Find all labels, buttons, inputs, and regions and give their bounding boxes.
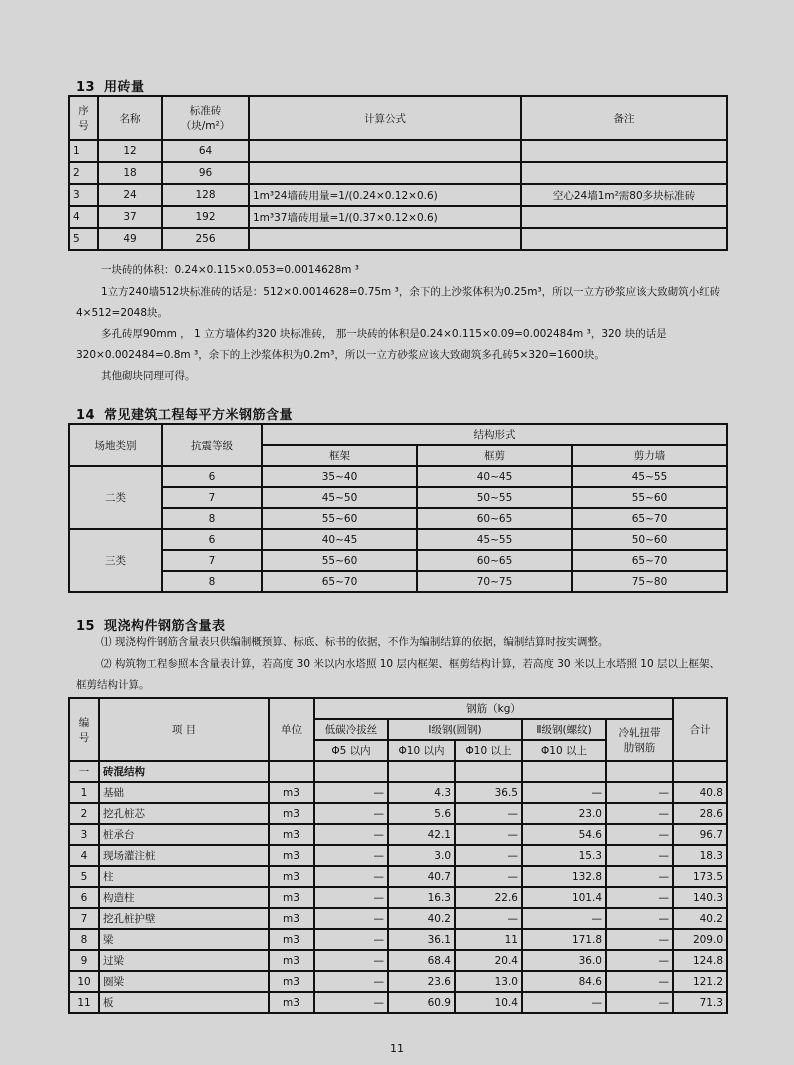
value-cell: — — [522, 992, 606, 1013]
site-class-cell: 三类 — [69, 529, 162, 592]
item-cell: 圈梁 — [99, 971, 269, 992]
item-cell: 柱 — [99, 866, 269, 887]
rebar-range-cell: 40~45 — [417, 466, 572, 487]
value-cell: — — [606, 929, 673, 950]
unit-cell: m3 — [269, 992, 314, 1013]
header-frame: 框架 — [262, 445, 417, 466]
header-unit: 单位 — [269, 698, 314, 761]
table-row — [69, 866, 727, 887]
value-cell: 36.5 — [455, 782, 522, 803]
no-cell: 1 — [69, 782, 99, 803]
value-cell: — — [606, 887, 673, 908]
header-rebar: 钢筋（kg） — [314, 698, 673, 719]
rebar-range-cell: 75~80 — [572, 571, 727, 592]
no-cell: 8 — [69, 929, 99, 950]
header-structure-form: 结构形式 — [262, 424, 727, 445]
rebar-range-cell: 55~60 — [262, 550, 417, 571]
category-row — [69, 761, 727, 782]
seq-cell: 2 — [69, 162, 98, 184]
value-cell: — — [314, 971, 388, 992]
rebar-range-cell: 40~45 — [262, 529, 417, 550]
item-cell: 现场灌注桩 — [99, 845, 269, 866]
table-row — [69, 824, 727, 845]
section-14-title: 14 常见建筑工程每平方米钢筋含量 — [76, 408, 294, 423]
cast-in-place-rebar-table — [68, 697, 728, 1014]
value-cell: 40.2 — [388, 908, 455, 929]
value-cell: — — [606, 824, 673, 845]
value-cell: — — [606, 971, 673, 992]
note-cell — [521, 140, 727, 162]
no-cell: 5 — [69, 866, 99, 887]
formula-cell — [249, 140, 521, 162]
table-row — [69, 803, 727, 824]
value-cell: 71.3 — [673, 992, 727, 1013]
no-cell: 7 — [69, 908, 99, 929]
section-15-title: 15 现浇构件钢筋含量表 — [76, 619, 226, 634]
table-row — [69, 782, 727, 803]
category-name: 砖混结构 — [99, 761, 269, 782]
value-cell: 209.0 — [673, 929, 727, 950]
value-cell: 11 — [455, 929, 522, 950]
std-brick-cell: 256 — [162, 228, 249, 250]
table-row — [69, 140, 727, 162]
seismic-level-cell: 7 — [162, 487, 262, 508]
no-cell: 9 — [69, 950, 99, 971]
name-cell: 18 — [98, 162, 162, 184]
std-brick-cell: 192 — [162, 206, 249, 228]
unit-cell: m3 — [269, 929, 314, 950]
item-cell: 构造柱 — [99, 887, 269, 908]
value-cell: 42.1 — [388, 824, 455, 845]
seismic-level-cell: 6 — [162, 466, 262, 487]
table-row — [69, 550, 727, 571]
value-cell: — — [314, 908, 388, 929]
rebar-range-cell: 45~50 — [262, 487, 417, 508]
std-brick-cell: 64 — [162, 140, 249, 162]
rebar-range-cell: 60~65 — [417, 508, 572, 529]
value-cell: — — [606, 866, 673, 887]
table-row — [69, 908, 727, 929]
rebar-per-sqm-table — [68, 423, 728, 593]
no-cell: 6 — [69, 887, 99, 908]
no-cell: 4 — [69, 845, 99, 866]
table-row — [69, 487, 727, 508]
table-row — [69, 929, 727, 950]
value-cell: — — [606, 992, 673, 1013]
unit-cell: m3 — [269, 824, 314, 845]
value-cell: — — [606, 908, 673, 929]
rebar-range-cell: 55~60 — [262, 508, 417, 529]
no-cell: 3 — [69, 824, 99, 845]
value-cell: 28.6 — [673, 803, 727, 824]
value-cell: 4.3 — [388, 782, 455, 803]
formula-cell: 1m³24墙砖用量=1/(0.24×0.12×0.6) — [249, 184, 521, 206]
note-cell — [521, 206, 727, 228]
header-formula: 计算公式 — [249, 96, 521, 140]
header-note: 备注 — [521, 96, 727, 140]
item-cell: 板 — [99, 992, 269, 1013]
section-13-title: 13 用砖量 — [76, 80, 145, 95]
value-cell: 40.8 — [673, 782, 727, 803]
seismic-level-cell: 6 — [162, 529, 262, 550]
header-low-carbon: 低碳冷拔丝 — [314, 719, 388, 740]
header-total: 合计 — [673, 698, 727, 761]
name-cell: 37 — [98, 206, 162, 228]
brick-usage-table — [68, 95, 728, 251]
seismic-level-cell: 7 — [162, 550, 262, 571]
header-d5-within: Φ5 以内 — [314, 740, 388, 761]
seismic-level-cell: 8 — [162, 571, 262, 592]
std-brick-cell: 96 — [162, 162, 249, 184]
rebar-range-cell: 50~60 — [572, 529, 727, 550]
value-cell: 124.8 — [673, 950, 727, 971]
header-std-brick: 标准砖 （块/m²） — [162, 96, 249, 140]
rebar-range-cell: 65~70 — [572, 550, 727, 571]
table-row — [69, 162, 727, 184]
page-number: 11 — [390, 1042, 404, 1055]
header-name: 名称 — [98, 96, 162, 140]
value-cell: 140.3 — [673, 887, 727, 908]
table-row — [69, 950, 727, 971]
header-seq: 序 号 — [69, 96, 98, 140]
item-cell: 挖孔桩芯 — [99, 803, 269, 824]
seq-cell: 5 — [69, 228, 98, 250]
value-cell: 54.6 — [522, 824, 606, 845]
formula-cell: 1m³37墙砖用量=1/(0.37×0.12×0.6) — [249, 206, 521, 228]
table-row — [69, 529, 727, 550]
value-cell: — — [314, 803, 388, 824]
value-cell: 171.8 — [522, 929, 606, 950]
table-row — [69, 571, 727, 592]
name-cell: 12 — [98, 140, 162, 162]
no-cell: 11 — [69, 992, 99, 1013]
value-cell: 23.0 — [522, 803, 606, 824]
table-row — [69, 508, 727, 529]
wall-240-text: 1立方240墙512块标准砖的话是：512×0.0014628=0.75m ³，余下的上沙浆体积为0.25m³，所以一立方砂浆应该大致砌筑小红砖4×512=2048块。 — [76, 286, 721, 319]
unit-cell: m3 — [269, 950, 314, 971]
item-cell: 基础 — [99, 782, 269, 803]
header-cold-rolled: 冷轧扭带 肋钢筋 — [606, 719, 673, 761]
note-cell: 空心24墙1m²需80多块标准砖 — [521, 184, 727, 206]
value-cell: — — [455, 845, 522, 866]
formula-cell — [249, 162, 521, 184]
unit-cell: m3 — [269, 866, 314, 887]
table-header-row — [69, 424, 727, 445]
table-header-row — [69, 96, 727, 140]
value-cell: — — [455, 824, 522, 845]
rebar-range-cell: 60~65 — [417, 550, 572, 571]
value-cell: — — [606, 803, 673, 824]
value-cell: — — [455, 803, 522, 824]
rebar-range-cell: 55~60 — [572, 487, 727, 508]
value-cell: — — [606, 950, 673, 971]
name-cell: 24 — [98, 184, 162, 206]
header-item: 项 目 — [99, 698, 269, 761]
unit-cell: m3 — [269, 803, 314, 824]
value-cell: 23.6 — [388, 971, 455, 992]
category-no: 一 — [69, 761, 99, 782]
value-cell: — — [522, 782, 606, 803]
value-cell: 16.3 — [388, 887, 455, 908]
note-2: ⑵ 构筑物工程参照本含量表计算，若高度 30 米以内水塔照 10 层内框架、框剪结构计算，若高度 30 米以上水塔照 10 层以上框架、框剪结构计算。 — [76, 658, 720, 691]
value-cell: 60.9 — [388, 992, 455, 1013]
unit-cell: m3 — [269, 971, 314, 992]
rebar-range-cell: 35~40 — [262, 466, 417, 487]
value-cell: 36.0 — [522, 950, 606, 971]
value-cell: — — [314, 950, 388, 971]
no-cell: 2 — [69, 803, 99, 824]
other-blocks-text: 其他砌块同理可得。 — [101, 370, 196, 382]
value-cell: 40.2 — [673, 908, 727, 929]
value-cell: 173.5 — [673, 866, 727, 887]
value-cell: — — [314, 782, 388, 803]
note-cell — [521, 162, 727, 184]
value-cell: — — [522, 908, 606, 929]
porous-brick-text: 多孔砖厚90mm ， 1 立方墙体约320 块标准砖， 那一块砖的体积是0.24×0.115×0.09=0.002484m ³，320 块的话是320×0.002484=0.8m ³，余下的上沙浆体积为0.2m³，所以一立方砂浆应该大致砌筑多孔砖5×320=1600块。 — [76, 328, 667, 361]
unit-cell: m3 — [269, 782, 314, 803]
site-class-cell: 二类 — [69, 466, 162, 529]
value-cell: — — [455, 866, 522, 887]
value-cell: 3.0 — [388, 845, 455, 866]
unit-cell: m3 — [269, 845, 314, 866]
brick-volume-text: 一块砖的体积：0.24×0.115×0.053=0.0014628m ³ — [101, 264, 359, 276]
table-header-row — [69, 698, 727, 719]
value-cell: 84.6 — [522, 971, 606, 992]
value-cell: — — [314, 845, 388, 866]
header-site-class: 场地类别 — [69, 424, 162, 466]
seq-cell: 1 — [69, 140, 98, 162]
rebar-range-cell: 65~70 — [572, 508, 727, 529]
value-cell: 20.4 — [455, 950, 522, 971]
rebar-range-cell: 45~55 — [417, 529, 572, 550]
formula-cell — [249, 228, 521, 250]
value-cell: 13.0 — [455, 971, 522, 992]
value-cell: 10.4 — [455, 992, 522, 1013]
value-cell: — — [314, 866, 388, 887]
value-cell: 5.6 — [388, 803, 455, 824]
table-row — [69, 971, 727, 992]
value-cell: — — [314, 929, 388, 950]
value-cell: — — [455, 908, 522, 929]
value-cell: — — [314, 887, 388, 908]
item-cell: 挖孔桩护壁 — [99, 908, 269, 929]
value-cell: 96.7 — [673, 824, 727, 845]
unit-cell: m3 — [269, 887, 314, 908]
table-row — [69, 466, 727, 487]
table-row — [69, 228, 727, 250]
header-seismic-level: 抗震等级 — [162, 424, 262, 466]
header-d10-above-grade2: Φ10 以上 — [522, 740, 606, 761]
value-cell: — — [314, 824, 388, 845]
seismic-level-cell: 8 — [162, 508, 262, 529]
item-cell: 桩承台 — [99, 824, 269, 845]
rebar-range-cell: 45~55 — [572, 466, 727, 487]
note-cell — [521, 228, 727, 250]
table-row — [69, 887, 727, 908]
unit-cell: m3 — [269, 908, 314, 929]
value-cell: — — [606, 782, 673, 803]
header-grade2: Ⅱ级钢(螺纹) — [522, 719, 606, 740]
seq-cell: 4 — [69, 206, 98, 228]
value-cell: 36.1 — [388, 929, 455, 950]
value-cell: 15.3 — [522, 845, 606, 866]
table-row — [69, 845, 727, 866]
value-cell: 132.8 — [522, 866, 606, 887]
header-grade1: Ⅰ级钢(圆钢) — [388, 719, 522, 740]
rebar-range-cell: 65~70 — [262, 571, 417, 592]
value-cell: — — [606, 845, 673, 866]
table-row — [69, 184, 727, 206]
header-shear-wall: 剪力墙 — [572, 445, 727, 466]
header-no: 编 号 — [69, 698, 99, 761]
value-cell: 40.7 — [388, 866, 455, 887]
note-1: ⑴ 现浇构件钢筋含量表只供编制概预算、标底、标书的依据，不作为编制结算的依据，编制结算时按实调整。 — [101, 636, 609, 648]
value-cell: 18.3 — [673, 845, 727, 866]
item-cell: 过梁 — [99, 950, 269, 971]
value-cell: 22.6 — [455, 887, 522, 908]
value-cell: 101.4 — [522, 887, 606, 908]
item-cell: 梁 — [99, 929, 269, 950]
name-cell: 49 — [98, 228, 162, 250]
header-d10-within: Φ10 以内 — [388, 740, 455, 761]
rebar-range-cell: 70~75 — [417, 571, 572, 592]
no-cell: 10 — [69, 971, 99, 992]
header-frame-shear: 框剪 — [417, 445, 572, 466]
table-row — [69, 206, 727, 228]
std-brick-cell: 128 — [162, 184, 249, 206]
seq-cell: 3 — [69, 184, 98, 206]
rebar-range-cell: 50~55 — [417, 487, 572, 508]
table-row — [69, 992, 727, 1013]
value-cell: 68.4 — [388, 950, 455, 971]
value-cell: — — [314, 992, 388, 1013]
value-cell: 121.2 — [673, 971, 727, 992]
header-d10-above: Φ10 以上 — [455, 740, 522, 761]
